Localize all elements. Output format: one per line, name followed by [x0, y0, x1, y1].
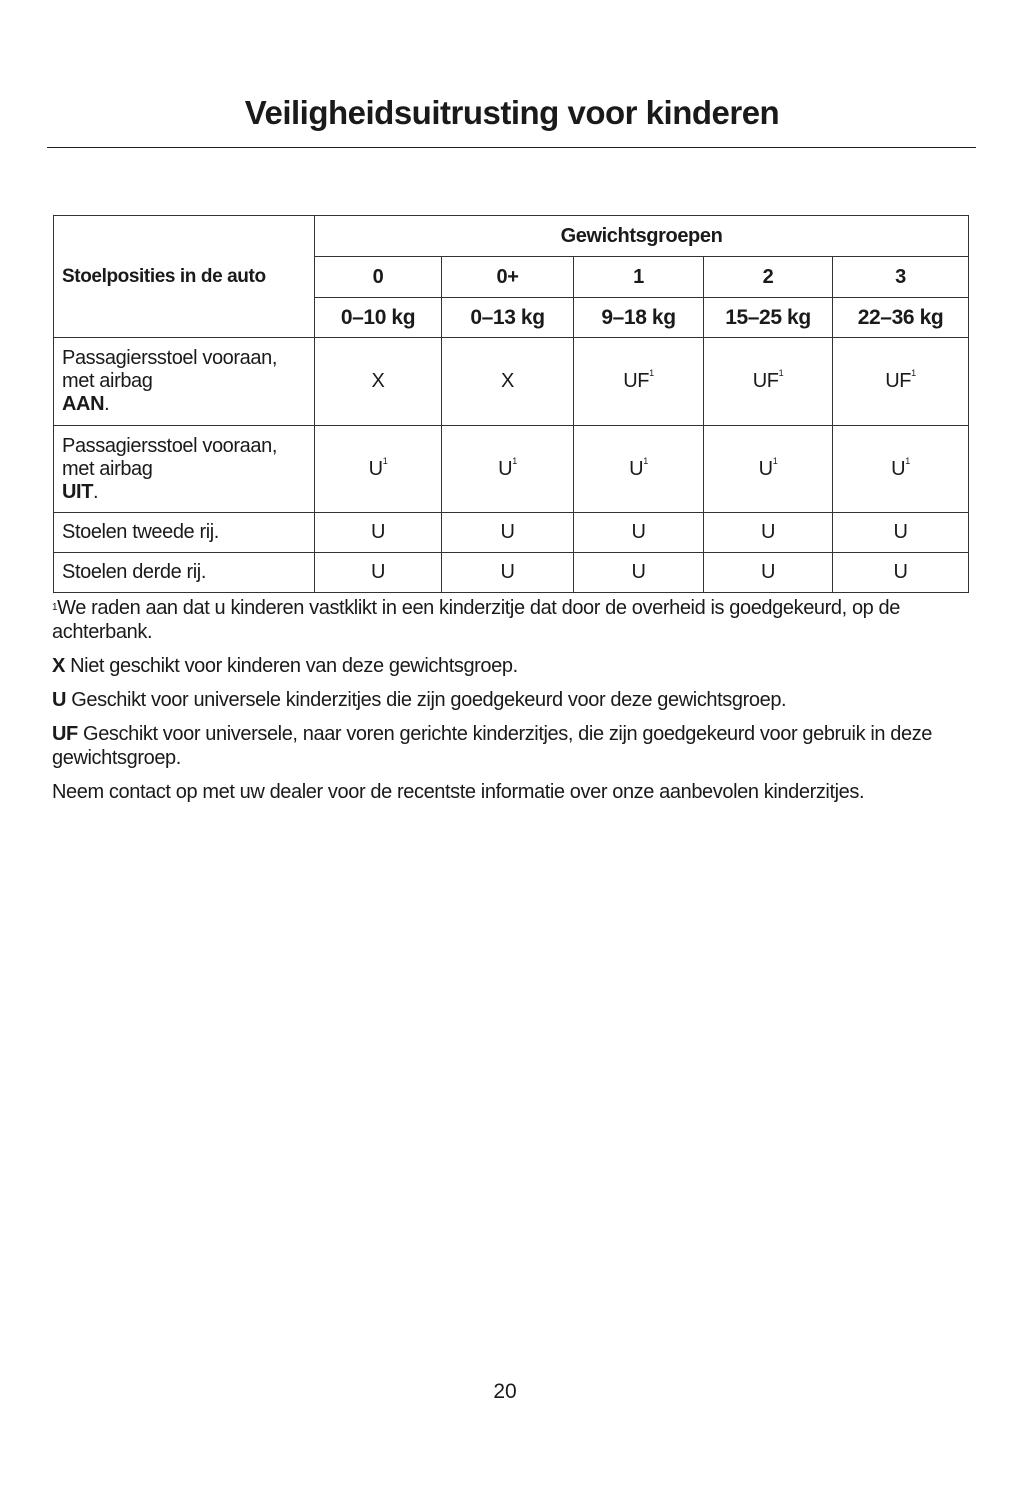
label-end: .: [104, 393, 110, 415]
footnote-ref: 1: [382, 455, 388, 466]
legend-text: Geschikt voor universele kinderzitjes die zijn goedgekeurd voor deze gewichtsgroep.: [71, 689, 787, 711]
suitability-cell: [833, 426, 969, 513]
footnote-ref: 1: [512, 455, 517, 466]
contact-note: Neem contact op met uw dealer voor de recentste informatie over onze aanbevolen kinderzitjes.: [52, 781, 865, 803]
suitability-value: U: [893, 561, 908, 583]
weight-label: 9–18 kg: [574, 298, 704, 338]
suitability-cell: [442, 426, 574, 513]
footnote-ref: 1: [911, 368, 916, 378]
footnote: [52, 596, 962, 644]
suitability-cell: [442, 338, 574, 426]
weight-label: 0–10 kg: [315, 298, 442, 338]
suitability-value: U: [498, 457, 513, 480]
group-label: 0: [315, 257, 442, 298]
suitability-cell: [574, 338, 704, 426]
suitability-cell: [442, 553, 574, 593]
suitability-value: U: [891, 457, 906, 480]
suitability-value: U: [500, 521, 515, 543]
suitability-value: U: [893, 521, 908, 543]
footnote-text: We raden aan dat u kinderen vastklikt in een kinderzitje dat door de overheid is goedgekeurd, op de achterbank.: [52, 597, 900, 643]
suitability-value: U: [631, 521, 646, 543]
group-label: 0+: [442, 257, 574, 298]
suitability-value: U: [760, 561, 776, 583]
suitability-value: U: [500, 561, 515, 583]
suitability-value: U: [758, 457, 773, 480]
seat-position-text: Passagiersstoel vooraan, met airbag: [62, 434, 277, 480]
legend-text: Geschikt voor universele, naar voren gerichte kinderzitjes, die zijn goedgekeurd voor gebruik in deze gewichtsgroep.: [52, 723, 933, 769]
seat-position-text: Stoelen derde rij.: [62, 561, 207, 583]
suitability-cell: [833, 338, 969, 426]
group-label: 3: [833, 257, 969, 298]
suitability-cell: [704, 338, 833, 426]
legend-key: X: [52, 655, 65, 677]
footnote-ref: 1: [778, 368, 784, 378]
legend-key: UF: [52, 723, 78, 745]
suitability-cell: [574, 513, 704, 553]
suitability-cell: [442, 513, 574, 553]
legend-u: [52, 688, 962, 712]
footnote-ref: 1: [772, 455, 778, 466]
suitability-cell: [833, 553, 969, 593]
suitability-cell: [574, 426, 704, 513]
seat-position-label: [54, 338, 315, 426]
legend-key: U: [52, 689, 67, 711]
footnote-ref: 1: [649, 368, 654, 378]
child-seat-table: [53, 215, 969, 593]
seat-position-label: [54, 513, 315, 553]
row-header: Stoelposities in de auto: [54, 216, 315, 338]
seat-position-label: [54, 426, 315, 513]
group-header: Gewichtsgroepen: [315, 216, 969, 257]
footnote-mark: 1: [52, 602, 58, 613]
suitability-cell: [315, 338, 442, 426]
suitability-value: U: [629, 457, 644, 480]
label-end: .: [93, 480, 99, 503]
title-divider: [47, 147, 976, 148]
seat-position-text: Passagiersstoel vooraan, met airbag: [62, 347, 277, 392]
legend-uf: [52, 722, 962, 770]
suitability-cell: [315, 426, 442, 513]
suitability-value: UF: [623, 370, 650, 392]
legend-x: [52, 654, 962, 678]
suitability-value: U: [631, 561, 646, 583]
footnote-ref: 1: [905, 455, 910, 466]
suitability-cell: [704, 553, 833, 593]
airbag-state: AAN: [62, 393, 105, 415]
seat-position-text: Stoelen tweede rij.: [62, 521, 219, 543]
seat-position-label: [54, 553, 315, 593]
suitability-cell: [574, 553, 704, 593]
suitability-value: UF: [885, 370, 912, 392]
suitability-value: UF: [752, 370, 779, 392]
legend-text: Niet geschikt voor kinderen van deze gewichtsgroep.: [70, 655, 518, 677]
suitability-cell: [833, 513, 969, 553]
suitability-cell: [315, 513, 442, 553]
weight-label: 0–13 kg: [442, 298, 574, 338]
suitability-value: U: [370, 521, 386, 543]
suitability-cell: [704, 513, 833, 553]
page-title: Veiligheidsuitrusting voor kinderen: [244, 94, 780, 131]
footnote-ref: 1: [643, 455, 648, 466]
group-label: 1: [574, 257, 704, 298]
suitability-value: U: [760, 521, 776, 543]
suitability-cell: [315, 553, 442, 593]
table-row: [54, 426, 969, 513]
table-row: [54, 553, 969, 593]
suitability-value: U: [370, 561, 386, 583]
group-label: 2: [704, 257, 833, 298]
table-row: [54, 338, 969, 426]
weight-label: 22–36 kg: [833, 298, 969, 338]
notes: [52, 596, 962, 814]
suitability-value: X: [501, 370, 514, 392]
airbag-state: UIT: [62, 480, 94, 503]
suitability-cell: [704, 426, 833, 513]
page-number: 20: [493, 1380, 517, 1403]
suitability-value: X: [371, 370, 385, 392]
suitability-value: U: [368, 457, 383, 480]
weight-label: 15–25 kg: [704, 298, 833, 338]
table-row: [54, 513, 969, 553]
